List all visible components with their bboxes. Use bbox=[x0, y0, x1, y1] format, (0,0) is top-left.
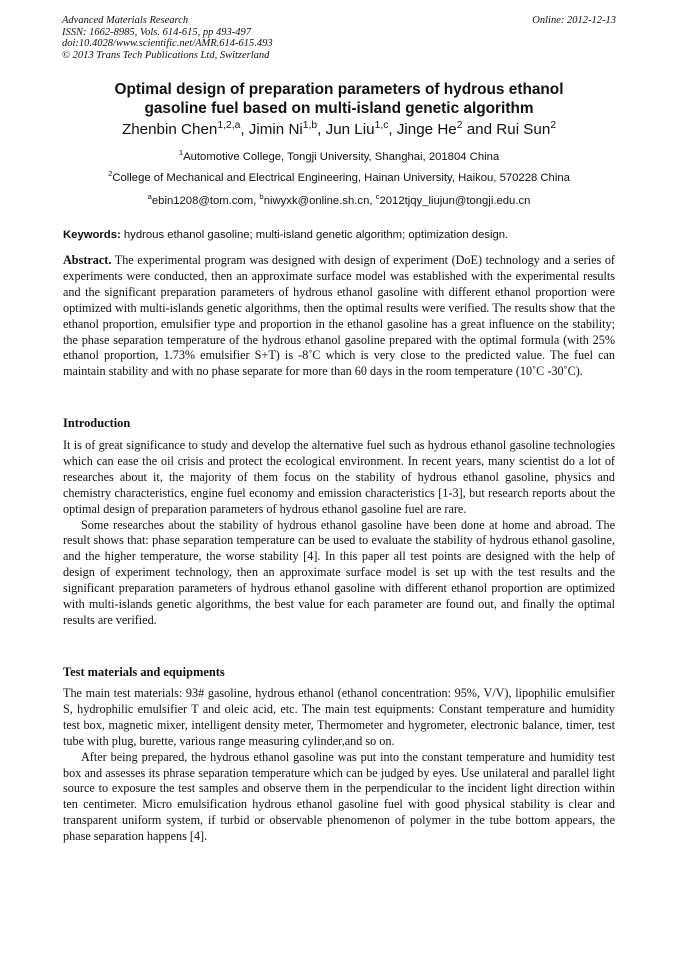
introduction-paragraph-2: Some researches about the stability of hydrous ethanol gasoline have been done at home and abroad. The result shows that: phase separation temperature can be used to evaluate the stability of hydrous ethanol gasoline, and the higher temperature, the worse stability [4]. In this paper all test points are designed with the help of design of experiment technology, then an approximate surface model is set up with the test results and the significant preparation parameters of hydrous ethanol gasoline with different ethanol proportion are optimized with multi-islands genetic algorithms, the best value for each parameter are found out, and finally the optimal results are verified. bbox=[63, 517, 615, 627]
journal-name: Advanced Materials Research bbox=[62, 15, 189, 26]
author-affiliation-mark: 1,b bbox=[302, 119, 318, 131]
keywords-label: Keywords: bbox=[63, 229, 121, 241]
materials-paragraph-2: After being prepared, the hydrous ethanol gasoline was put into the constant temperature and humidity test box and assesses its phrase separation temperature which can be judged by eyes. Use unilateral and parallel light source to exposure the test samples and observe them in the perpendicular to the incident light direction within ten centimeter. Micro emulsification hydrous ethanol gasoline fuel with good physical stability is clear and transparent uniform system, if turbid or observable phenomenon of polymer in the tube bottom appears, the phase separation happens [4]. bbox=[63, 749, 615, 844]
online-date: Online: 2012-12-13 bbox=[532, 15, 616, 26]
author-affiliation-mark: 1,c bbox=[374, 119, 389, 131]
materials-block bbox=[63, 686, 615, 845]
abstract-block bbox=[63, 253, 615, 380]
introduction-heading: Introduction bbox=[63, 416, 131, 430]
introduction-paragraph-1: It is of great significance to study and develop the alternative fuel such as hydrous ethanol gasoline technologies which can ease the oil crisis and protect the ecological environment. In recent years, many scientist do a lot of researches about it, the majority of them focus on the stability of hydrous ethanol gasoline, physics and chemistry characteristics, engine fuel economy and emission characteristics [1-3], but research reports about the optimal design of preparation parameters of hydrous ethanol gasoline fuel are rare. bbox=[63, 438, 615, 516]
materials-heading: Test materials and equipments bbox=[63, 665, 225, 679]
abstract-text: The experimental program was designed with design of experiment (DoE) technology and a series of experiments were conducted, then an approximate surface model was established with the experimental results and the significant preparation parameters of hydrous ethanol gasoline with different ethanol proportion were optimized with multi-islands genetic algorithms, then the optimal results were verified. The results show that the ethanol proportion, emulsifier type and proportion in the ethanol gasoline has a great influence on the stability; the phase separation temperature of the hydrous ethanol gasoline prepared with the optimal formula (with 25% ethanol proportion, 1.73% emulsifier S+T) is -8˚C which is very close to the predicted value. The fuel can maintain stability and with no phase separate for more than 60 days in the room temperature (10˚C -30˚C). bbox=[63, 253, 615, 379]
paper-title bbox=[60, 80, 618, 118]
email-a: ebin1208@tom.com, bbox=[151, 195, 260, 207]
email-c: 2012tjqy_liujun@tongji.edu.cn bbox=[379, 195, 531, 207]
copyright-line: © 2013 Trans Tech Publications Ltd, Switzerland bbox=[62, 49, 270, 61]
materials-paragraph-1: The main test materials: 93# gasoline, hydrous ethanol (ethanol concentration: 95%, V/V), lipophilic emulsifier S, hydrophilic emulsifier T and oleic acid, etc. The main test equipments: Constant temperature and humidity test box, magnetic mixer, intelligent density meter, Thermometer and hygrometer, electronic balance, timer, test tube with plug, burette, various range measuring cylinder,and so on. bbox=[63, 686, 615, 748]
email-mark: b bbox=[259, 192, 264, 202]
author-name: , Jinge He bbox=[388, 121, 457, 138]
author-name: Zhenbin Chen bbox=[121, 121, 218, 138]
keywords-line bbox=[63, 228, 618, 242]
affiliation-1 bbox=[40, 150, 638, 164]
author-name: , Jun Liu bbox=[317, 121, 375, 138]
author-name: , Jimin Ni bbox=[240, 121, 303, 138]
author-affiliation-mark: 2 bbox=[456, 119, 463, 131]
abstract-paragraph bbox=[63, 253, 615, 380]
keywords-text: hydrous ethanol gasoline; multi-island genetic algorithm; optimization design. bbox=[120, 229, 509, 241]
affiliation-2 bbox=[40, 171, 638, 185]
email-b: niwyxk@online.sh.cn, bbox=[263, 195, 376, 207]
email-list bbox=[40, 194, 638, 208]
issn-line: ISSN: 1662-8985, Vols. 614-615, pp 493-497 bbox=[62, 26, 251, 38]
journal-header bbox=[62, 15, 616, 61]
abstract-label: Abstract. bbox=[63, 253, 112, 267]
author-affiliation-mark: 2 bbox=[550, 119, 557, 131]
author-list bbox=[60, 120, 618, 140]
title-line-1: Optimal design of preparation parameters of hydrous ethanol bbox=[114, 81, 564, 98]
affiliation-text: College of Mechanical and Electrical Engineering, Hainan University, Haikou, 570228 China bbox=[112, 172, 570, 184]
introduction-block bbox=[63, 438, 615, 629]
affiliation-text: Automotive College, Tongji University, Shanghai, 201804 China bbox=[183, 151, 500, 163]
affiliation-mark: 2 bbox=[108, 169, 113, 179]
author-affiliation-mark: 1,2,a bbox=[217, 119, 241, 131]
author-name: and Rui Sun bbox=[462, 121, 551, 138]
doi-line: doi:10.4028/www.scientific.net/AMR.614-615.493 bbox=[62, 38, 273, 49]
affiliation-mark: 1 bbox=[178, 148, 184, 158]
email-mark: a bbox=[147, 192, 152, 202]
title-line-2: gasoline fuel based on multi-island genetic algorithm bbox=[144, 100, 534, 117]
email-mark: c bbox=[375, 192, 380, 202]
